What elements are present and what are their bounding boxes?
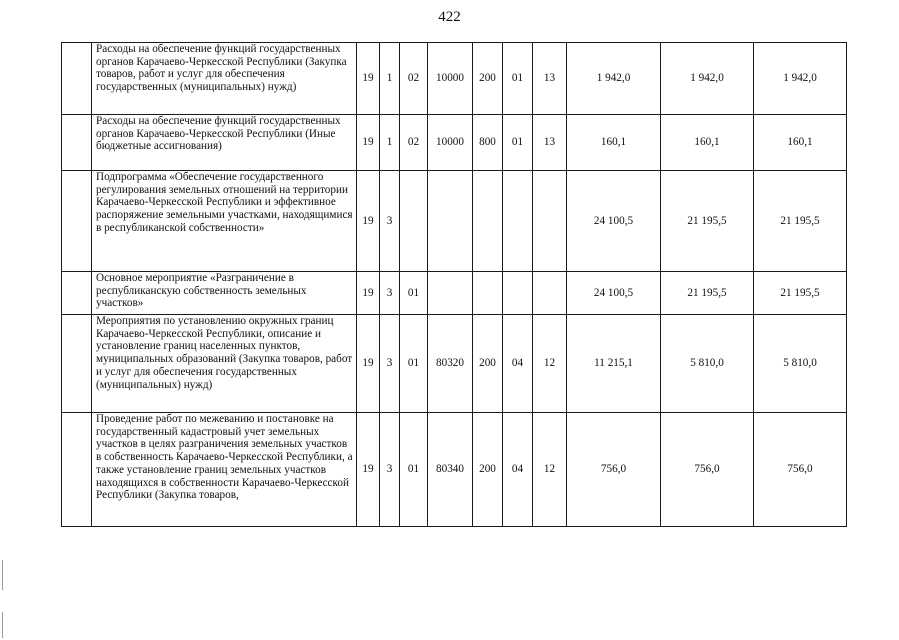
code-3-cell: 02 (400, 43, 428, 115)
amount-2-cell: 21 195,5 (661, 272, 754, 315)
table-row (62, 315, 847, 413)
code-2-cell: 3 (380, 272, 400, 315)
code-6-cell (503, 272, 533, 315)
code-4-cell: 10000 (428, 115, 473, 171)
amount-2-cell: 5 810,0 (661, 315, 754, 413)
item-name-cell: Проведение работ по межеванию и постановке на государственный кадастровый учет земельных участков в целях разграничения земельных участков в собственность Карачаево-Черкесской Республики, а также установление границ земельных участков находящихся в собственности Карачаево-Черкесской Республики (Закупка товаров, (92, 413, 357, 527)
code-5-cell: 200 (473, 315, 503, 413)
code-1-cell: 19 (357, 413, 380, 527)
code-5-cell (473, 272, 503, 315)
code-5-cell (473, 171, 503, 272)
code-6-cell: 04 (503, 413, 533, 527)
code-2-cell: 1 (380, 115, 400, 171)
code-3-cell: 02 (400, 115, 428, 171)
code-7-cell: 13 (533, 115, 567, 171)
code-7-cell: 12 (533, 315, 567, 413)
amount-1-cell: 11 215,1 (567, 315, 661, 413)
table-row (62, 43, 847, 115)
code-7-cell: 12 (533, 413, 567, 527)
code-6-cell: 04 (503, 315, 533, 413)
blank-cell (62, 171, 92, 272)
amount-3-cell: 21 195,5 (754, 171, 847, 272)
amount-2-cell: 1 942,0 (661, 43, 754, 115)
code-3-cell (400, 171, 428, 272)
code-4-cell: 10000 (428, 43, 473, 115)
code-5-cell: 800 (473, 115, 503, 171)
amount-1-cell: 24 100,5 (567, 171, 661, 272)
table-row (62, 413, 847, 527)
code-4-cell (428, 272, 473, 315)
code-7-cell (533, 171, 567, 272)
code-4-cell: 80320 (428, 315, 473, 413)
code-2-cell: 3 (380, 413, 400, 527)
blank-cell (62, 413, 92, 527)
code-3-cell: 01 (400, 315, 428, 413)
code-6-cell: 01 (503, 115, 533, 171)
amount-2-cell: 756,0 (661, 413, 754, 527)
amount-1-cell: 24 100,5 (567, 272, 661, 315)
code-2-cell: 3 (380, 171, 400, 272)
table-row (62, 115, 847, 171)
amount-1-cell: 1 942,0 (567, 43, 661, 115)
blank-cell (62, 272, 92, 315)
code-6-cell: 01 (503, 43, 533, 115)
code-5-cell: 200 (473, 413, 503, 527)
code-2-cell: 1 (380, 43, 400, 115)
amount-2-cell: 160,1 (661, 115, 754, 171)
code-1-cell: 19 (357, 272, 380, 315)
amount-3-cell: 21 195,5 (754, 272, 847, 315)
amount-3-cell: 756,0 (754, 413, 847, 527)
code-7-cell: 13 (533, 43, 567, 115)
item-name-cell: Подпрограмма «Обеспечение государственного регулирования земельных отношений на территории Карачаево-Черкесской Республики и эффективное распоряжение земельными участками, находящимися в республиканской собственности» (92, 171, 357, 272)
code-6-cell (503, 171, 533, 272)
page-number: 422 (438, 9, 461, 25)
table-row (62, 272, 847, 315)
code-2-cell: 3 (380, 315, 400, 413)
item-name-cell: Расходы на обеспечение функций государственных органов Карачаево-Черкесской Республики (Иные бюджетные ассигнования) (92, 115, 357, 171)
amount-3-cell: 1 942,0 (754, 43, 847, 115)
amount-1-cell: 160,1 (567, 115, 661, 171)
budget-table (61, 42, 847, 527)
amount-3-cell: 5 810,0 (754, 315, 847, 413)
code-1-cell: 19 (357, 171, 380, 272)
table-row (62, 171, 847, 272)
code-1-cell: 19 (357, 43, 380, 115)
amount-1-cell: 756,0 (567, 413, 661, 527)
code-3-cell: 01 (400, 272, 428, 315)
code-4-cell (428, 171, 473, 272)
amount-2-cell: 21 195,5 (661, 171, 754, 272)
code-4-cell: 80340 (428, 413, 473, 527)
code-3-cell: 01 (400, 413, 428, 527)
item-name-cell: Основное мероприятие «Разграничение в республиканскую собственность земельных участков» (92, 272, 357, 315)
code-1-cell: 19 (357, 315, 380, 413)
item-name-cell: Расходы на обеспечение функций государственных органов Карачаево-Черкесской Республики (Закупка товаров, работ и услуг для обеспечения государственных (муниципальных) нужд) (92, 43, 357, 115)
blank-cell (62, 43, 92, 115)
amount-3-cell: 160,1 (754, 115, 847, 171)
item-name-cell: Мероприятия по установлению окружных границ Карачаево-Черкесской Республики, описание и установление границ населенных пунктов, муниципальных образований (Закупка товаров, работ и услуг для обеспечения государственных (муниципальных) нужд) (92, 315, 357, 413)
blank-cell (62, 115, 92, 171)
scan-edge-mark (2, 560, 3, 590)
code-1-cell: 19 (357, 115, 380, 171)
table-body (62, 43, 847, 527)
blank-cell (62, 315, 92, 413)
code-7-cell (533, 272, 567, 315)
scan-edge-mark (2, 612, 3, 638)
code-5-cell: 200 (473, 43, 503, 115)
